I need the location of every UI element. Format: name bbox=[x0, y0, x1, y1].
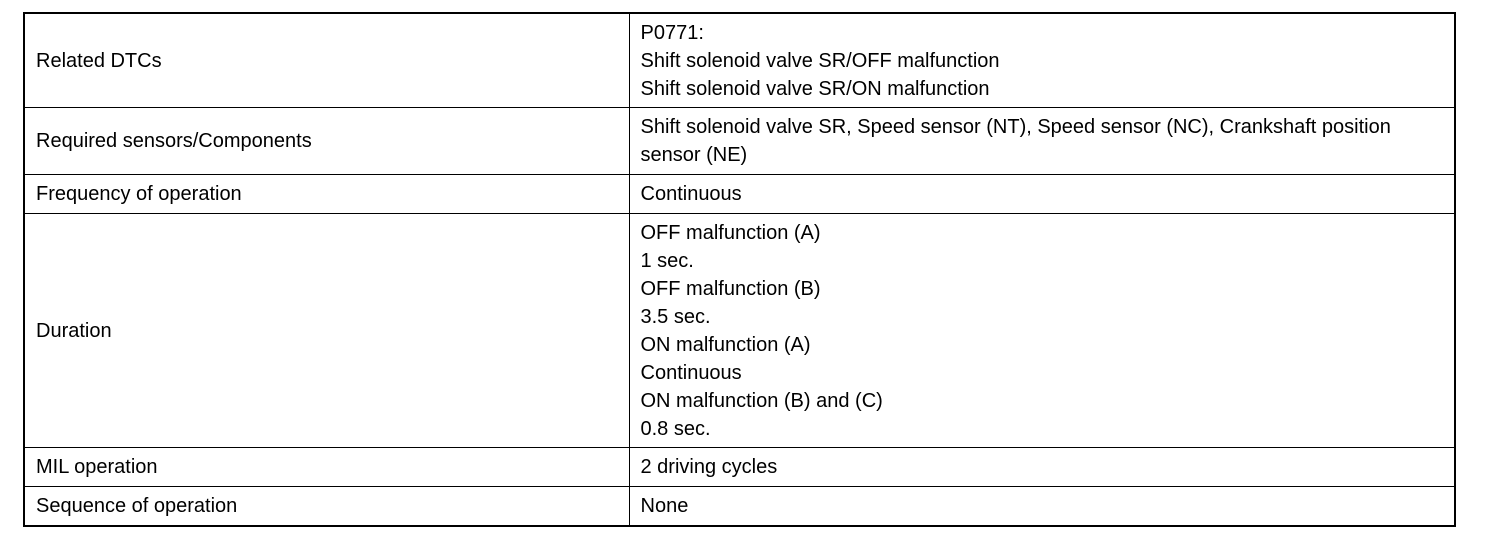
value-line: 3.5 sec. bbox=[640, 305, 711, 328]
value-line: Shift solenoid valve SR/ON malfunction bbox=[640, 77, 990, 100]
row-value bbox=[629, 13, 1455, 108]
row-value: None bbox=[629, 487, 1455, 527]
value-line: Continuous bbox=[640, 361, 742, 384]
row-value bbox=[629, 214, 1455, 448]
table-row-frequency bbox=[24, 175, 1455, 214]
row-label: Related DTCs bbox=[24, 13, 629, 108]
value-line: OFF malfunction (B) bbox=[640, 277, 821, 300]
table-row-related-dtcs bbox=[24, 13, 1455, 108]
value-line: ON malfunction (B) and (C) bbox=[640, 389, 883, 412]
row-value: Continuous bbox=[629, 175, 1455, 214]
value-line: P0771: bbox=[640, 21, 704, 44]
table-row-mil-operation bbox=[24, 448, 1455, 487]
row-label: Frequency of operation bbox=[24, 175, 629, 214]
row-label: MIL operation bbox=[24, 448, 629, 487]
row-value: 2 driving cycles bbox=[629, 448, 1455, 487]
table-row-required-sensors bbox=[24, 108, 1455, 175]
monitor-spec-table bbox=[23, 12, 1456, 527]
table-row-sequence bbox=[24, 487, 1455, 527]
value-line: 0.8 sec. bbox=[640, 417, 711, 440]
row-value: Shift solenoid valve SR, Speed sensor (NT), Speed sensor (NC), Crankshaft position sensor (NE) bbox=[629, 108, 1455, 175]
row-label: Required sensors/Components bbox=[24, 108, 629, 175]
table-row-duration bbox=[24, 214, 1455, 448]
value-line: OFF malfunction (A) bbox=[640, 221, 821, 244]
value-line: Shift solenoid valve SR/OFF malfunction bbox=[640, 49, 1000, 72]
value-line: ON malfunction (A) bbox=[640, 333, 811, 356]
value-line: 1 sec. bbox=[640, 249, 694, 272]
row-label: Duration bbox=[24, 214, 629, 448]
row-label: Sequence of operation bbox=[24, 487, 629, 527]
